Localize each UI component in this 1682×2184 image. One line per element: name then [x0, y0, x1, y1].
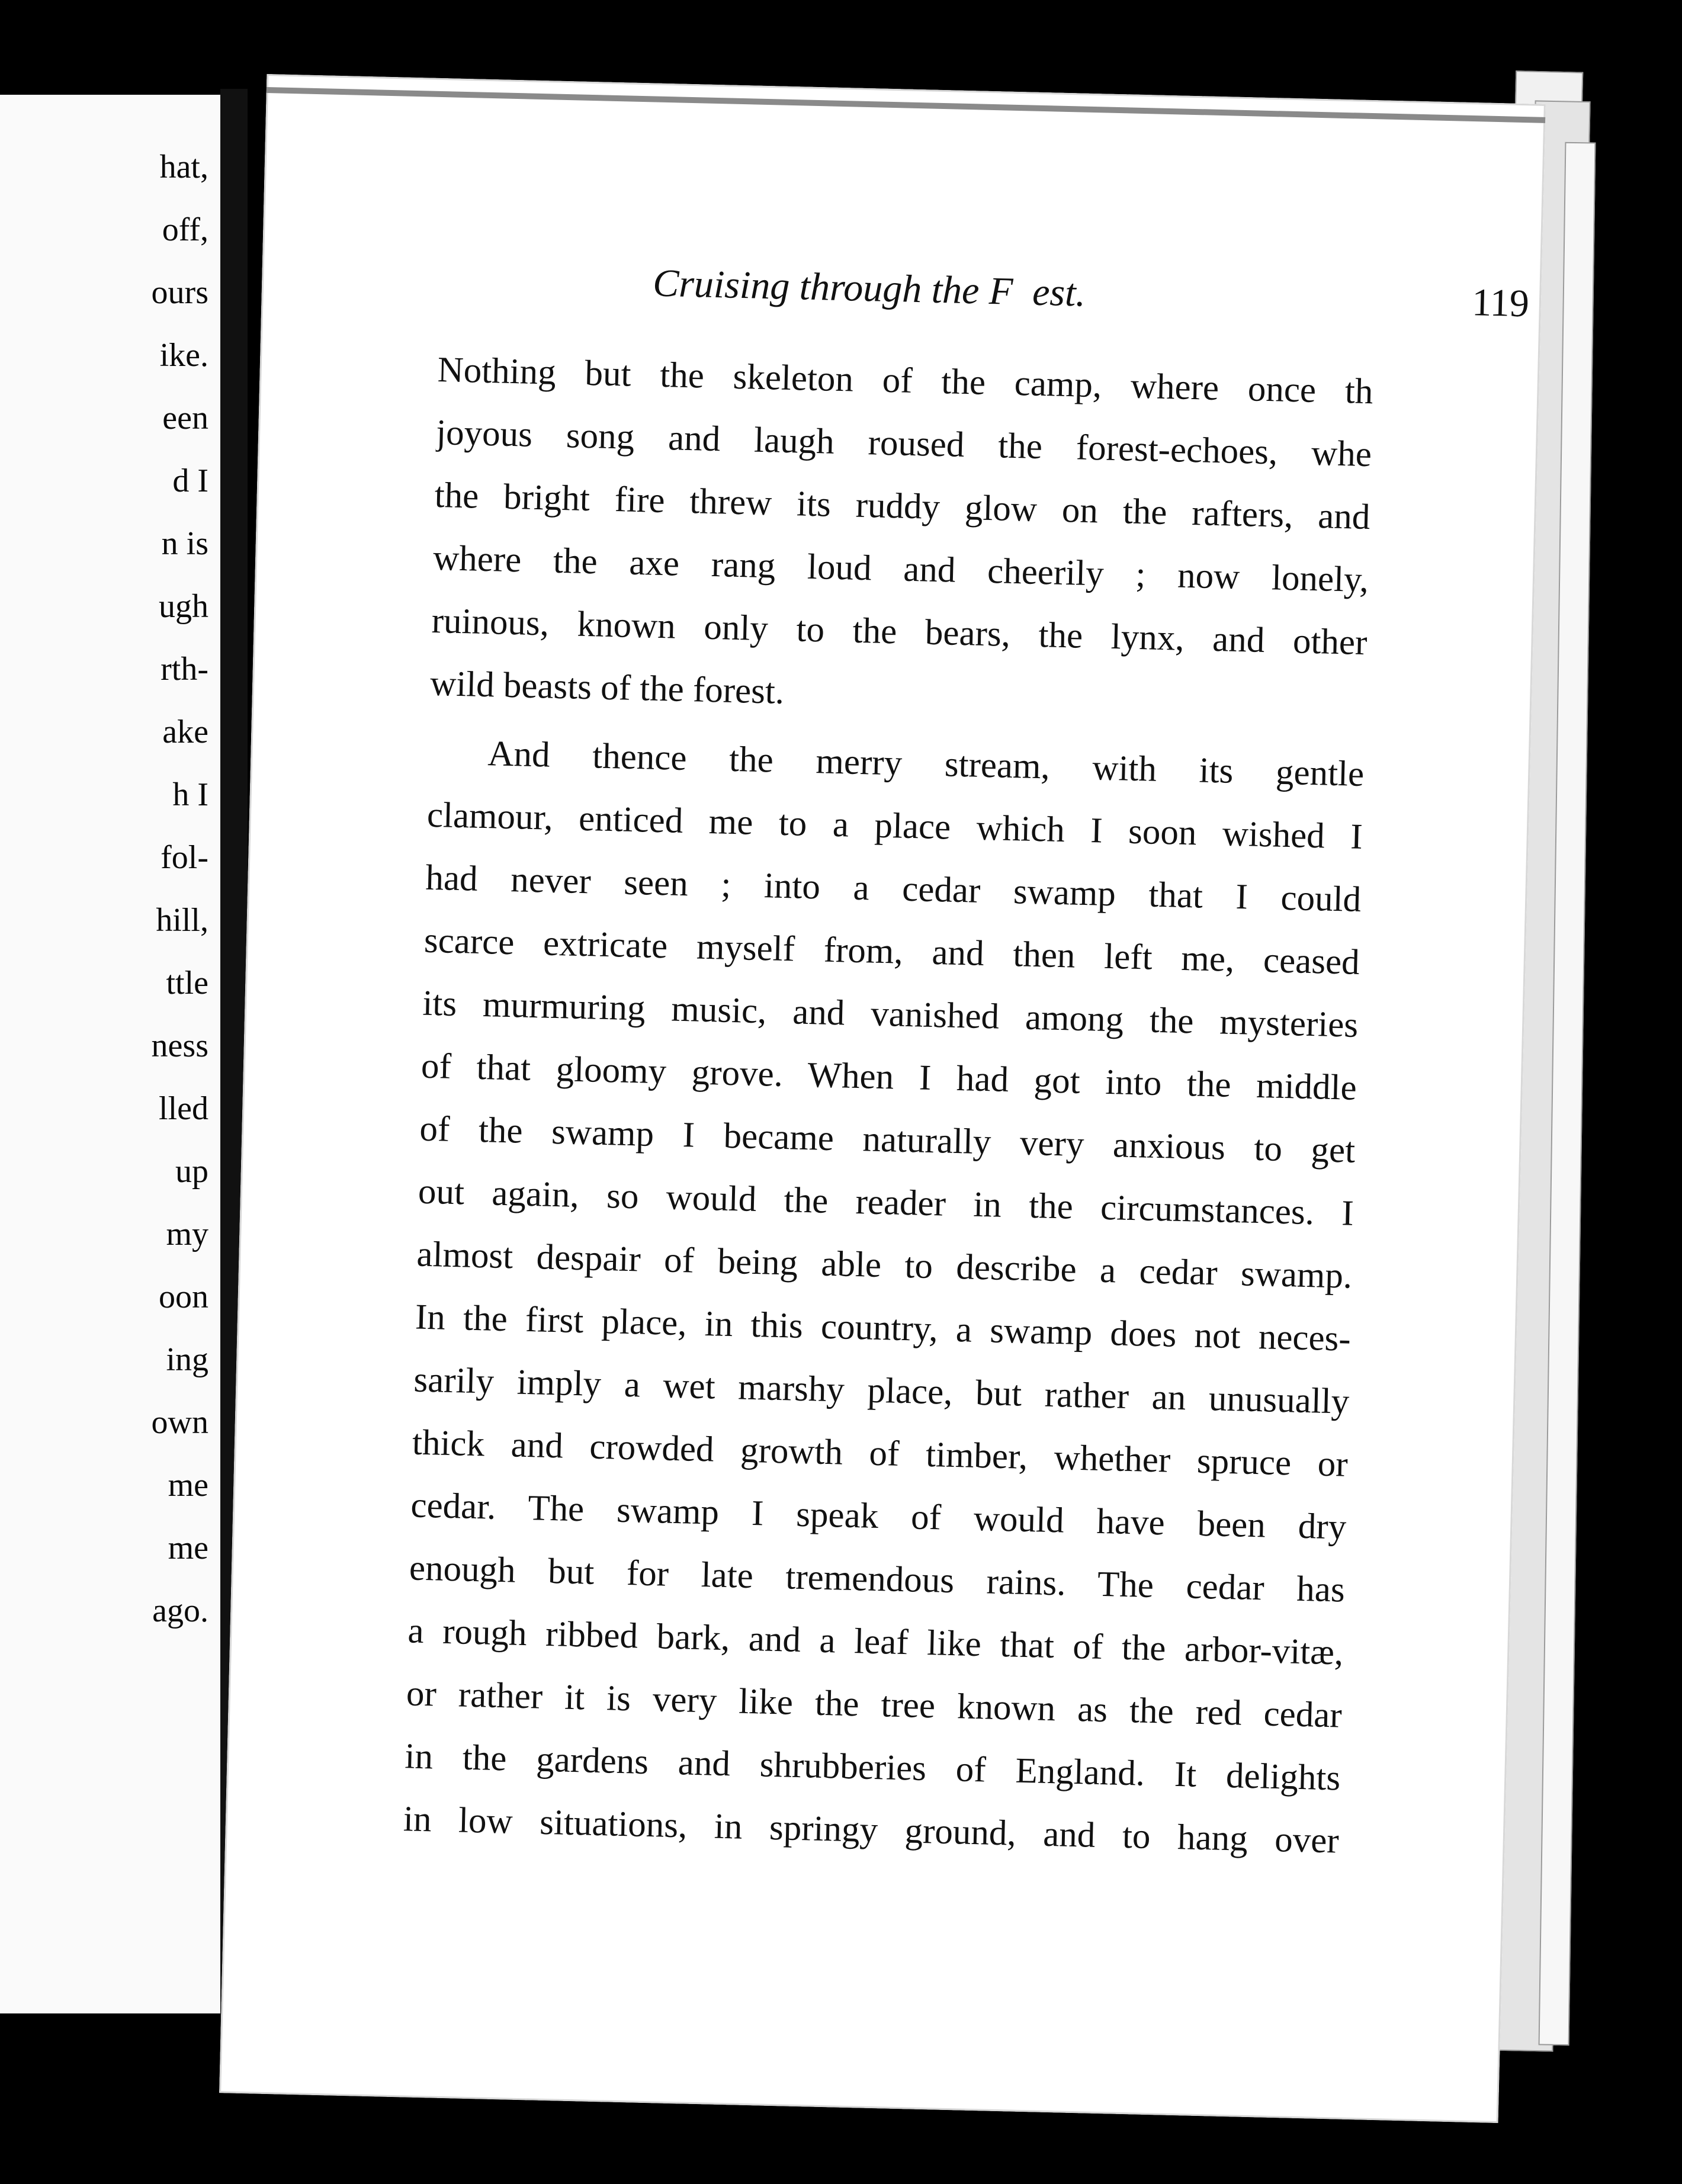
text-line: the bright fire threw its ruddy glow on the rafters, and [434, 475, 1371, 538]
text-line: clamour, enticed me to a place which I soon wished I [426, 795, 1363, 857]
text-line: joyous song and laugh roused the forest-echoes, whe [435, 412, 1372, 475]
text-line: had never seen ; into a cedar swamp that I could [425, 857, 1362, 920]
text-line: of that gloomy grove. When I had got into the middle [420, 1046, 1357, 1108]
running-head: Cruising through the F est. [652, 261, 1086, 315]
text-line: scarce extricate myself from, and then left me, ceased [423, 920, 1360, 982]
body-text [403, 339, 1374, 1873]
facing-page-line: ake [162, 714, 208, 750]
facing-page-line: off, [162, 211, 208, 248]
text-line: cedar. The swamp I speak of would have been dry [410, 1485, 1347, 1547]
text-line: or rather it is very like the tree known as the red cedar [406, 1674, 1343, 1736]
facing-page-line: up [175, 1153, 208, 1190]
text-line: sarily imply a wet marshy place, but rather an unusually [413, 1360, 1350, 1422]
page-top-edge [267, 87, 1546, 123]
text-line: almost despair of being able to describe a cedar swamp. [416, 1234, 1353, 1296]
facing-page-line: ttle [166, 965, 208, 1001]
text-line: thick and crowded growth of timber, whether spruce or [412, 1422, 1349, 1485]
facing-page-line: rth- [161, 651, 208, 688]
text-line: Nothing but the skeleton of the camp, where once th [436, 349, 1374, 412]
facing-page-line: ing [166, 1341, 208, 1378]
facing-page-line: hill, [156, 902, 208, 939]
text-line: enough but for late tremendous rains. The cedar has [409, 1548, 1346, 1610]
facing-page-line: ness [151, 1027, 208, 1064]
text-line: ruinous, known only to the bears, the lynx, and other [431, 600, 1368, 663]
facing-page-line: d I [172, 463, 208, 499]
facing-page-line: own [151, 1404, 208, 1441]
facing-page-line: ours [151, 274, 208, 311]
text-line: of the swamp I became naturally very anxious to get [419, 1109, 1356, 1171]
facing-page-line: my [166, 1216, 208, 1252]
facing-page-line: h I [172, 776, 208, 813]
facing-page-line: ike. [159, 337, 208, 374]
facing-page-line: hat, [159, 149, 208, 185]
text-line: a rough ribbed bark, and a leaf like that of the arbor-vitæ, [407, 1611, 1344, 1673]
facing-page-line: me [168, 1530, 208, 1566]
paragraph [429, 339, 1374, 737]
book-page [219, 74, 1546, 2123]
text-line: In the first place, in this country, a swamp does not neces- [415, 1297, 1352, 1359]
facing-page-line: ugh [159, 588, 208, 625]
facing-page-line: fol- [161, 839, 208, 876]
page-header [439, 256, 1546, 337]
text-line: And thence the merry stream, with its gentle [487, 734, 1365, 794]
text-line: in the gardens and shrubberies of England. It delights [404, 1736, 1341, 1798]
paragraph [403, 721, 1365, 1873]
facing-page-line: ago. [152, 1592, 208, 1629]
facing-page-line: me [168, 1467, 208, 1504]
facing-page-line: n is [161, 525, 208, 562]
facing-page-line: een [162, 400, 208, 436]
page-number: 119 [1471, 281, 1530, 326]
text-line: wild beasts of the forest. [429, 663, 785, 712]
facing-page-left [0, 95, 230, 2013]
facing-page-line: lled [159, 1090, 208, 1127]
text-line: its murmuring music, and vanished among the mysteries [422, 983, 1359, 1045]
facing-page-line: oon [159, 1279, 208, 1315]
text-line: in low situations, in springy ground, and to hang over [403, 1799, 1340, 1861]
text-line: where the axe rang loud and cheerily ; now lonely, [432, 538, 1369, 600]
text-line: out again, so would the reader in the circumstances. I [418, 1171, 1354, 1234]
